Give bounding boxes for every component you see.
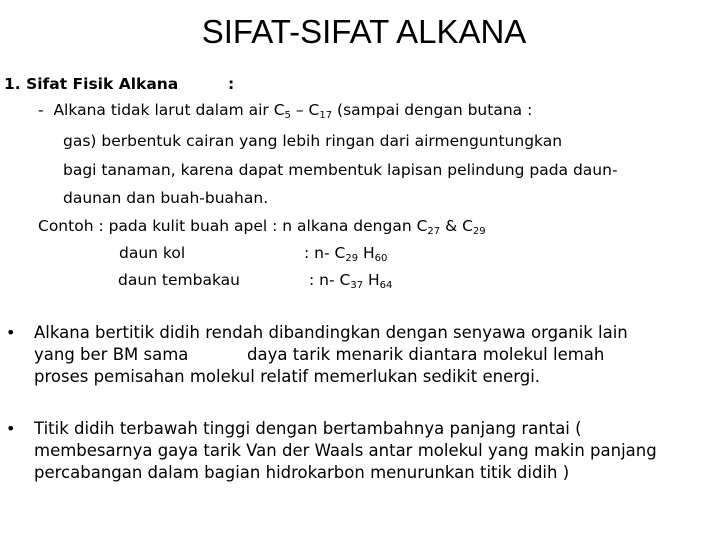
example-formula-2: : n- $C_{29}$ $H_{60}$ <box>304 244 388 264</box>
example-label-2: daun kol <box>119 244 186 262</box>
bullet-1-line-2b: daya tarik menarik diantara molekul lemah <box>247 345 605 364</box>
bullet-2-line-3: percabangan dalam bagian hidrokarbon menurunkan titik didih ) <box>34 463 570 482</box>
section-heading <box>4 74 178 94</box>
example-line-1: Contoh : pada kulit buah apel : n alkana dengan $C_{27}$ & $C_{29}$ <box>38 217 486 237</box>
bullet-1-line-3: proses pemisahan molekul relatif memerlukan sedikit energi. <box>34 367 541 386</box>
section-heading-text: 1. Sifat Fisik Alkana <box>4 75 179 93</box>
example-formula-3: : n- $C_{37}$ $H_{64}$ <box>309 271 393 291</box>
slide-title: SIFAT-SIFAT ALKANA <box>201 13 527 50</box>
dash-marker: - <box>38 101 44 119</box>
section-heading-colon: : <box>228 75 235 93</box>
body-line-4: daunan dan buah-buahan. <box>63 189 269 207</box>
body-line-1: - Alkana tidak larut dalam air $C_5 - C_{17}$ (sampai dengan butana : <box>38 101 533 121</box>
bullet-1-line-1: Alkana bertitik didih rendah dibandingkan dengan senyawa organik lain <box>34 323 628 342</box>
bullet-1-line-2a: yang ber BM sama <box>34 345 189 364</box>
body-line-3: bagi tanaman, karena dapat membentuk lapisan pelindung pada daun- <box>63 161 618 179</box>
example-label-3: daun tembakau <box>118 271 240 289</box>
bullet-icon: • <box>6 323 16 342</box>
bullet-2-line-2: membesarnya gaya tarik Van der Waals antar molekul yang makin panjang <box>34 441 657 460</box>
bullet-2-line-1: Titik didih terbawah tinggi dengan bertambahnya panjang rantai ( <box>34 419 582 438</box>
body-line-2: gas) berbentuk cairan yang lebih ringan dari airmenguntungkan <box>63 132 563 150</box>
bullet-icon: • <box>6 419 16 438</box>
